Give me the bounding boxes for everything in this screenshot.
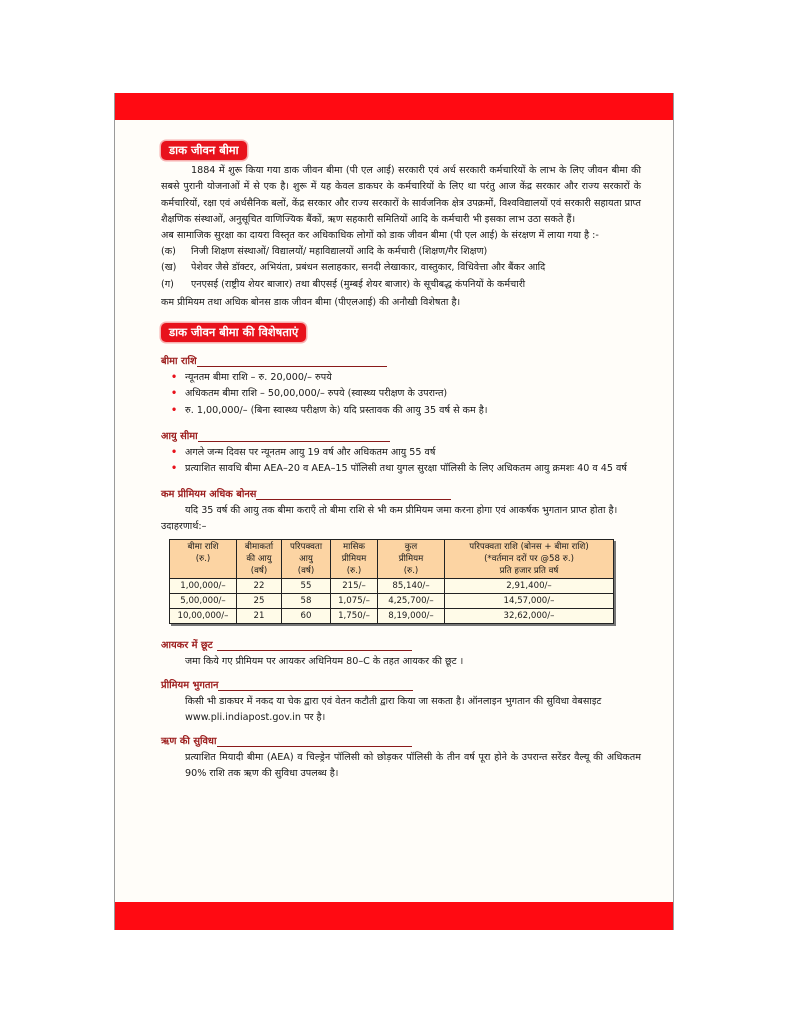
column-header-monthly-premium: मासिक प्रीमियम (रु.)	[331, 539, 378, 578]
subheading-age-limit	[161, 429, 641, 445]
low-premium-text: यदि 35 वर्ष की आयु तक बीमा कराएँ तो बीमा राशि से भी कम प्रीमियम जमा करना होगा एवं आकर्षक भुगतान प्राप्त होता है।	[185, 505, 618, 517]
column-header-total-premium: कुल प्रीमियम (रु.)	[378, 539, 445, 578]
cell-entry-age: 22	[237, 578, 282, 593]
subheading-text: प्रीमियम भुगतान	[161, 679, 219, 691]
age-limit-list	[161, 445, 641, 477]
sum-assured-list	[161, 370, 641, 419]
cell-maturity-amount: 2,91,400/–	[445, 578, 614, 593]
cell-entry-age: 25	[237, 593, 282, 608]
cell-total-premium: 4,25,700/–	[378, 593, 445, 608]
eligible-item	[161, 277, 641, 293]
heading-underline	[197, 366, 387, 367]
column-header-entry-age: बीमाकर्ता की आयु (वर्ष)	[237, 539, 282, 578]
page-content	[161, 141, 641, 783]
bullet-item: • अधिकतम बीमा राशि – 50,00,000/– रुपये (स्वास्थ्य परीक्षण के उपरान्त)	[171, 386, 641, 402]
cell-monthly-premium: 215/–	[331, 578, 378, 593]
table-header-row	[170, 539, 614, 578]
example-label: उदाहरणार्थ:–	[161, 521, 207, 533]
column-header-maturity-amount: परिपक्वता राशि (बोनस + बीमा राशि) (*वर्तमान दरों पर @58 रु.) प्रति हजार प्रति वर्ष	[445, 539, 614, 578]
cell-maturity-amount: 32,62,000/–	[445, 608, 614, 623]
cell-maturity-amount: 14,57,000/–	[445, 593, 614, 608]
subheading-text: आयकर में छूट	[161, 639, 213, 651]
heading-underline	[198, 441, 390, 442]
eligible-item	[161, 260, 641, 276]
heading-underline	[217, 650, 412, 651]
cell-sum-assured: 1,00,000/–	[170, 578, 237, 593]
subheading-text: बीमा राशि	[161, 356, 197, 368]
heading-underline	[217, 746, 412, 747]
heading-underline	[256, 499, 451, 500]
subheading-tax-exemption	[161, 638, 641, 654]
bullet-item: • न्यूनतम बीमा राशि – रु. 20,000/– रुपये	[171, 370, 641, 386]
payment-text-before: किसी भी डाकघर में नकद या चेक द्वारा एवं वेतन कटौती द्वारा किया जा सकता है। ऑनलाइन भुगतान की सुविधा वेबसाइट	[185, 695, 602, 707]
bullet-item: • प्रत्याशित सावधि बीमा AEA–20 व AEA–15 पॉलिसी तथा युगल सुरक्षा पॉलिसी के लिए अधिकतम आयु क्रमशः 40 व 45 वर्ष	[171, 461, 641, 477]
section-title-features: डाक जीवन बीमा की विशेषताएं	[161, 323, 306, 342]
brochure-page	[114, 93, 674, 930]
section-title-dak-jeevan-bima: डाक जीवन बीमा	[161, 141, 247, 160]
cell-maturity-age: 55	[282, 578, 331, 593]
cell-entry-age: 21	[237, 608, 282, 623]
bottom-red-band	[115, 902, 673, 930]
item-text: एनएसई (राष्ट्रीय शेयर बाजार) तथा बीएसई (मुम्बई शेयर बाजार) के सूचीबद्ध कंपनियों के कर्मचारी	[191, 278, 526, 290]
subheading-sum-assured	[161, 354, 641, 370]
bullet-item: • अगले जन्म दिवस पर न्यूनतम आयु 19 वर्ष और अधिकतम आयु 55 वर्ष	[171, 445, 641, 461]
cell-maturity-age: 58	[282, 593, 331, 608]
cell-sum-assured: 10,00,000/–	[170, 608, 237, 623]
subheading-text: ऋण की सुविधा	[161, 736, 217, 748]
cell-total-premium: 85,140/–	[378, 578, 445, 593]
eligible-item	[161, 244, 641, 260]
subheading-text: आयु सीमा	[161, 430, 198, 442]
cell-sum-assured: 5,00,000/–	[170, 593, 237, 608]
extension-paragraph: अब सामाजिक सुरक्षा का दायरा विस्तृत कर अधिकाधिक लोगों को डाक जीवन बीमा (पी एल आई) के संरक्षण में लाया गया है :-	[161, 230, 599, 242]
cell-total-premium: 8,19,000/–	[378, 608, 445, 623]
heading-underline	[218, 690, 413, 691]
payment-text	[161, 694, 641, 726]
item-text: निजी शिक्षण संस्थाओं/ विद्यालयों/ महाविद्यालयों आदि के कर्मचारी (शिक्षण/गैर शिक्षण)	[191, 246, 488, 258]
table-row	[170, 608, 614, 623]
website-link[interactable]: www.pli.indiapost.gov.in	[185, 712, 302, 724]
top-red-band	[115, 93, 673, 120]
closing-line: कम प्रीमियम तथा अधिक बोनस डाक जीवन बीमा (पीएलआई) की अनौखी विशेषता है।	[161, 296, 461, 308]
subheading-loan-facility	[161, 734, 641, 750]
bullet-item: • रु. 1,00,000/– (बिना स्वास्थ्य परीक्षण के) यदि प्रस्तावक की आयु 35 वर्ष से कम है।	[171, 403, 641, 419]
item-text: पेशेवर जैसे डॉक्टर, अभियंता, प्रबंधन सलाहकार, सनदी लेखाकार, वास्तुकार, विधिवेत्ता और बैंकर आदि	[191, 262, 546, 274]
cell-maturity-age: 60	[282, 608, 331, 623]
loan-text: प्रत्याशित मियादी बीमा (AEA) व चिल्ड्रेन पॉलिसी को छोड़कर पॉलिसी के तीन वर्ष पूरा होने के उपरान्त सरेंडर वैल्यू की अधिकतम 90% राशि तक ऋण की सुविधा उपलब्ध है।	[185, 752, 641, 780]
item-marker: (ख)	[161, 262, 177, 274]
table-row	[170, 593, 614, 608]
intro-paragraph: 1884 में शुरू किया गया डाक जीवन बीमा (पी एल आई) सरकारी एवं अर्ध सरकारी कर्मचारियों के लाभ के लिए जीवन बीमा की सबसे पुरानी योजनाओं में से एक है। शुरू में यह केवल डाकघर के कर्मचारियों के लिए था परंतु आज केंद्र सरकार और राज्य सरकारों के कर्मचारियों, रक्षा एवं अर्धसैनिक बलों, केंद्र सरकार और राज्य सरकारों के सार्वजनिक क्षेत्र उपक्रमों, विश्वविद्यालयों एवं सरकारी सहायता प्राप्त शैक्षणिक संस्थाओं, अनुसूचित वाणिज्यिक बैंकों, ऋण सहकारी समितियों आदि के कर्मचारी भी इसका लाभ उठा सकते हैं।	[161, 165, 641, 225]
tax-text: जमा किये गए प्रीमियम पर आयकर अधिनियम 80–C के तहत आयकर की छूट ।	[185, 655, 464, 667]
cell-monthly-premium: 1,075/–	[331, 593, 378, 608]
column-header-sum-assured: बीमा राशि (रु.)	[170, 539, 237, 578]
item-marker: (ग)	[161, 278, 174, 290]
item-marker: (क)	[161, 246, 176, 258]
subheading-text: कम प्रीमियम अधिक बोनस	[161, 489, 257, 501]
cell-monthly-premium: 1,750/–	[331, 608, 378, 623]
table-row	[170, 578, 614, 593]
payment-text-after: पर है।	[301, 712, 326, 724]
column-header-maturity-age: परिपक्वता आयु (वर्ष)	[282, 539, 331, 578]
subheading-low-premium	[161, 487, 641, 503]
example-table	[169, 539, 614, 624]
eligible-list	[161, 244, 641, 293]
subheading-premium-payment	[161, 678, 641, 694]
